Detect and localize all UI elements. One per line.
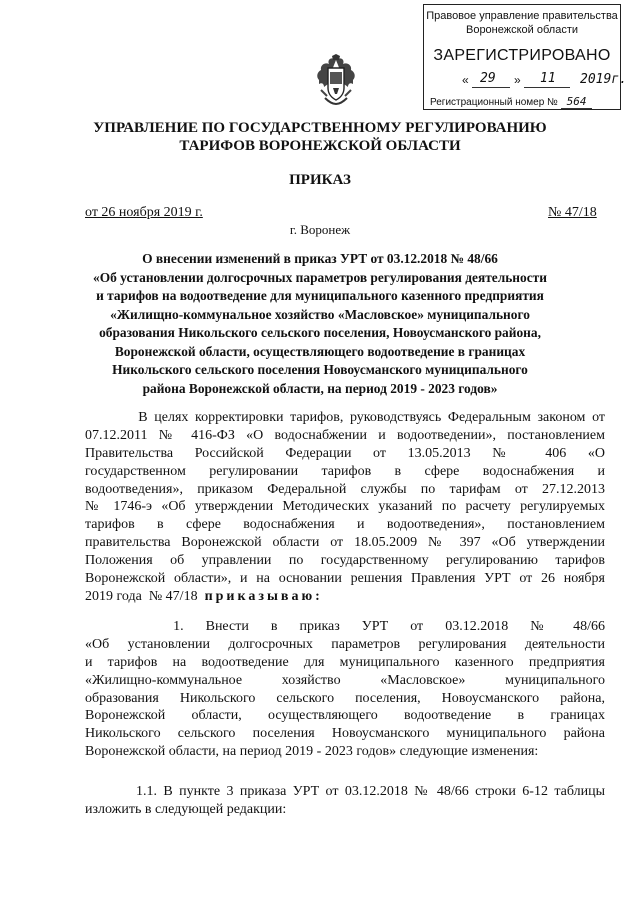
subject-line: Воронежской области, осуществляющего водоотведение в границах <box>114 343 526 359</box>
stamp-month: 11 <box>540 71 556 86</box>
text-line: «Об установлении долгосрочных параметров регулирования деятельности <box>85 636 605 652</box>
subject-line: «Жилищно-коммунальное хозяйство «Масловское» муниципального <box>110 306 530 322</box>
text-line: Воронежской области, осуществляющего водоотведение в границах <box>85 708 605 724</box>
text-line: государственном регулировании тарифов в сфере водоснабжения и <box>85 463 605 479</box>
subject-line: и тарифов на водоотведение для муниципального казенного предприятия <box>96 288 544 303</box>
order-reference: 2019 года № 47/18 <box>85 588 205 604</box>
text-line: «Жилищно-коммунальное хозяйство «Масловское» муниципального <box>85 672 605 688</box>
coat-of-arms-icon <box>311 54 361 108</box>
subject-line: О внесении изменений в приказ УРТ от 03.12.2018 № 48/66 <box>142 251 498 266</box>
subject-line: района Воронежской области, на период 2019 - 2023 годов» <box>142 380 498 396</box>
stamp-authority: Правовое управление правительства <box>426 10 618 22</box>
stamp-quote-open: « <box>462 73 469 87</box>
text-line: и тарифов на водоотведение для муниципального казенного предприятия <box>85 654 605 670</box>
text-line: 07.12.2011 № 416-ФЗ «О водоснабжении и водоотведении», постановлением <box>85 427 605 443</box>
text-line: Воронежской области», и на основании решения Правления УРТ от 26 ноября <box>85 571 605 587</box>
text-line: образования Никольского сельского поселения, Новоусманского района, <box>85 690 605 706</box>
header-line-1: УПРАВЛЕНИЕ ПО ГОСУДАРСТВЕННОМУ РЕГУЛИРОВАНИЮ <box>93 120 547 136</box>
paragraph-preamble <box>85 409 605 606</box>
stamp-title: ЗАРЕГИСТРИРОВАНО <box>433 47 611 64</box>
text-line: изложить в следующей редакции: <box>85 801 287 817</box>
order-subject <box>60 250 580 398</box>
subject-line: образования Никольского сельского поселения, Новоусманского района, <box>99 325 541 340</box>
stamp-year: 2019г. <box>580 72 627 87</box>
text-line: Положения об управлении по государственному регулированию тарифов <box>85 553 605 569</box>
stamp-region: Воронежской области <box>465 24 578 36</box>
text-line: тарифов в сфере водоснабжения и водоотведения», постановлением <box>85 517 605 533</box>
text-line: Воронежской области, на период 2019 - 2023 годов» следующие изменения: <box>85 744 539 760</box>
text-line: В целях корректировки тарифов, руководствуясь Федеральным законом от <box>85 410 605 425</box>
command-word: приказываю: <box>204 588 323 604</box>
stamp-reg-number: 564 <box>561 95 593 109</box>
order-number: № 47/18 <box>548 205 597 220</box>
registration-stamp <box>423 4 627 110</box>
stamp-registration <box>430 95 592 108</box>
subject-line: «Об установлении долгосрочных параметров регулирования деятельности <box>93 269 547 285</box>
order-date: от 26 ноября 2019 г. <box>85 205 203 220</box>
paragraph-item-1-1 <box>85 783 605 819</box>
document-type: ПРИКАЗ <box>289 172 351 188</box>
order-city: г. Воронеж <box>289 222 351 237</box>
subject-line: Никольского сельского поселения Новоусманского муниципального <box>112 362 528 377</box>
text-line: правительства Воронежской области от 18.05.2009 № 397 «Об утверждении <box>85 535 605 551</box>
stamp-date <box>432 71 627 89</box>
text-line: Правительства Российской Федерации от 13.05.2013 № 406 «О <box>85 445 605 461</box>
text-line: 1. Внести в приказ УРТ от 03.12.2018 № 48/66 <box>85 619 605 634</box>
paragraph-item-1 <box>85 618 605 761</box>
text-line: 1.1. В пункте 3 приказа УРТ от 03.12.2018 № 48/66 строки 6-12 таблицы <box>85 784 605 799</box>
stamp-day: 29 <box>480 71 496 86</box>
stamp-reg-label: Регистрационный номер № <box>430 97 558 108</box>
text-line: Никольского сельского поселения Новоусманского муниципального района <box>85 726 605 742</box>
text-line: водоотведения», приказом Федеральной службы по тарифам от 27.12.2013 <box>85 481 605 497</box>
header-line-2: ТАРИФОВ ВОРОНЕЖСКОЙ ОБЛАСТИ <box>179 138 461 154</box>
text-line: № 1746-э «Об утверждении Методических указаний по расчету регулируемых <box>85 499 605 515</box>
stamp-quote-close: » <box>514 73 521 87</box>
text-line <box>85 588 605 606</box>
